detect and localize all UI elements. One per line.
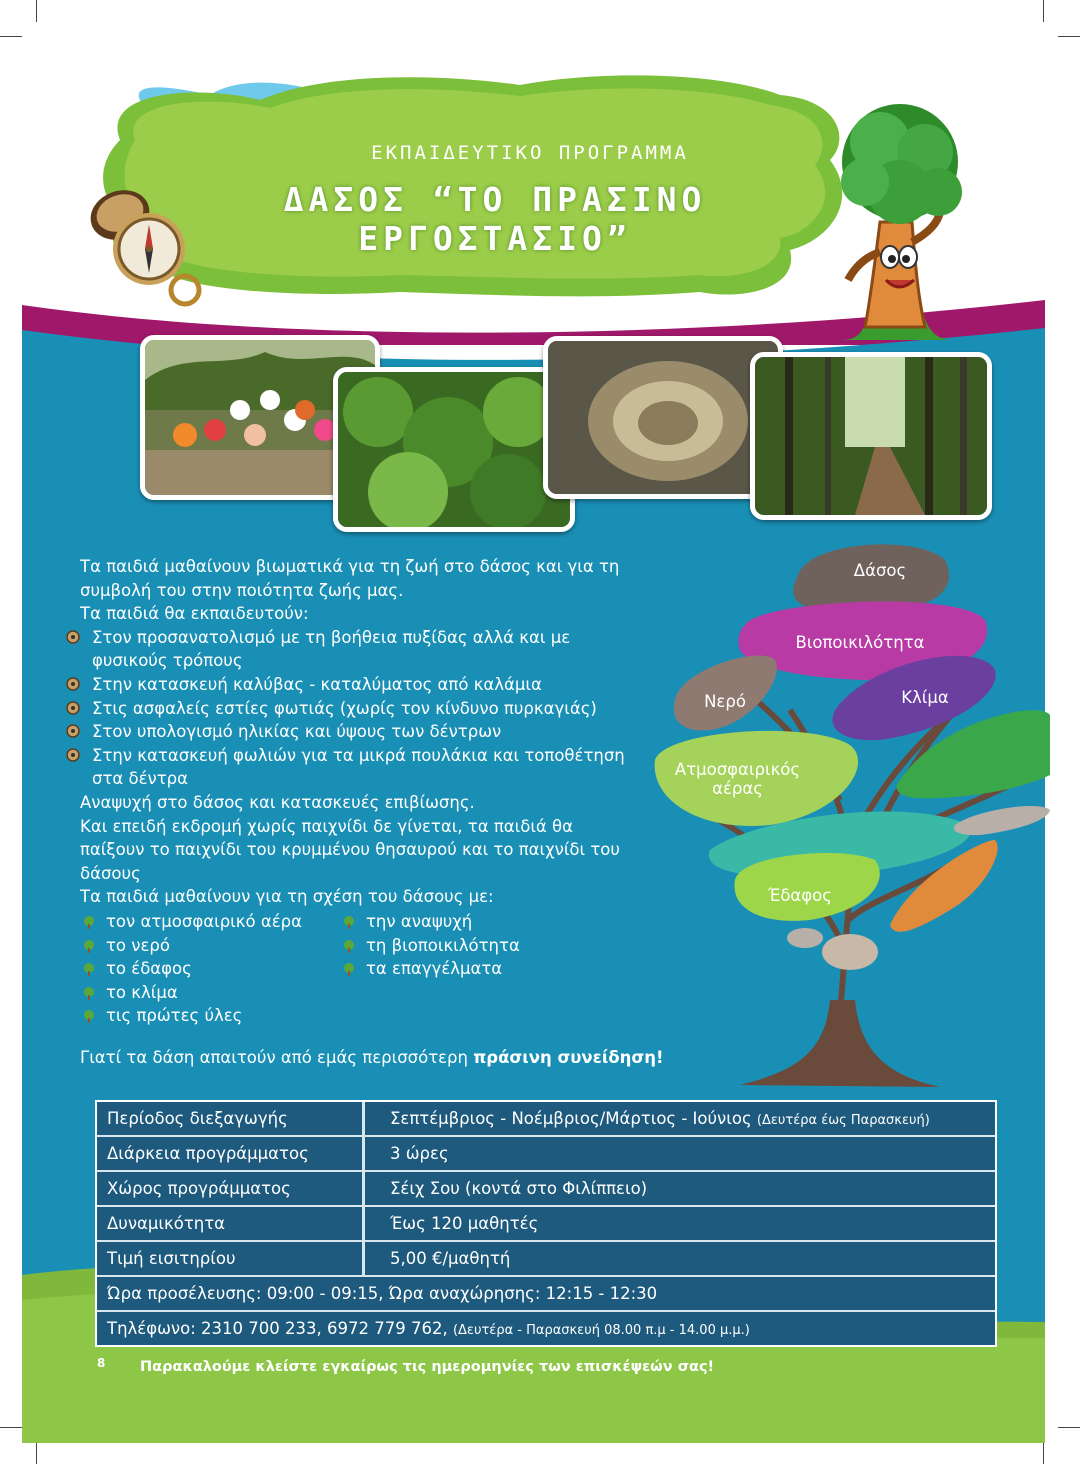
- leaf-bullet-icon: [82, 962, 96, 976]
- list-item: το κλίμα: [80, 981, 340, 1005]
- list-item: τον ατμοσφαιρικό αέρα: [80, 910, 340, 934]
- training-heading: Τα παιδιά θα εκπαιδευτούν:: [80, 604, 309, 624]
- price-value: 5,00 €/μαθητή: [390, 1249, 511, 1268]
- compass-bullet-icon: [66, 748, 80, 762]
- price-label: Τιμή εισιτηρίου: [97, 1242, 365, 1275]
- recreation-paragraph: Αναψυχή στο δάσος και κατασκευές επιβίωσης.: [80, 792, 475, 812]
- relations-heading: Τα παιδιά μαθαίνουν για τη σχέση του δάσους με:: [80, 887, 494, 907]
- closing-text: Γιατί τα δάση απαιτούν από εμάς περισσότερη: [80, 1048, 474, 1067]
- page-number: 8: [97, 1356, 106, 1370]
- leaf-bullet-icon: [342, 939, 356, 953]
- program-description: [80, 555, 640, 1028]
- list-item: τα επαγγέλματα: [340, 957, 600, 981]
- table-row: [97, 1242, 995, 1277]
- list-item-text: Στην κατασκευή φωλιών για τα μικρά πουλάκια και τοποθέτηση στα δέντρα: [92, 745, 625, 789]
- program-subtitle: ΕΚΠΑΙΔΕΥΤΙΚΟ ΠΡΟΓΡΑΜΜΑ: [371, 142, 689, 164]
- phone-note: (Δευτέρα - Παρασκευή 08.00 π.μ - 14.00 μ.μ.): [452, 1323, 750, 1338]
- period-note: (Δευτέρα έως Παρασκευή): [756, 1113, 930, 1128]
- list-item-text: Στην κατασκευή καλύβας - καταλύματος από καλάμια: [92, 674, 542, 694]
- table-row: [97, 1102, 995, 1137]
- list-item: τη βιοποικιλότητα: [340, 934, 600, 958]
- program-title: ΔΑΣΟΣ “ΤΟ ΠΡΑΣΙΝΟ ΕΡΓΟΣΤΑΣΙΟ”: [283, 180, 707, 258]
- list-item: [80, 697, 640, 721]
- table-row: [97, 1207, 995, 1242]
- closing-statement: [80, 1048, 664, 1067]
- games-paragraph: Και επειδή εκδρομή χωρίς παιχνίδι δε γίνεται, τα παιδιά θα παίξουν το παιχνίδι του κρυμμένου θησαυρού και το παιχνίδι του δάσους: [80, 816, 620, 883]
- compass-bullet-icon: [66, 630, 80, 644]
- table-row: [97, 1137, 995, 1172]
- relations-list: [80, 910, 640, 1028]
- leaf-bullet-icon: [342, 962, 356, 976]
- capacity-value: Έως 120 μαθητές: [390, 1214, 539, 1233]
- place-value: Σέιχ Σου (κοντά στο Φιλίππειο): [390, 1179, 648, 1198]
- tree-label-climate: Κλίμα: [901, 688, 949, 707]
- relations-column-right: [340, 910, 600, 1028]
- photo-forest-path: [750, 352, 992, 520]
- tree-label-air: Ατμοσφαιρικός αέρας: [674, 760, 801, 798]
- leaf-bullet-icon: [82, 986, 96, 1000]
- program-info-table: [95, 1100, 997, 1347]
- tree-label-soil: Έδαφος: [768, 886, 832, 905]
- list-item-text: Στις ασφαλείς εστίες φωτιάς (χωρίς τον κίνδυνο πυρκαγιάς): [92, 698, 597, 718]
- duration-label: Διάρκεια προγράμματος: [97, 1137, 365, 1170]
- booking-reminder: Παρακαλούμε κλείστε εγκαίρως τις ημερομηνίες των επισκέψεών σας!: [140, 1359, 715, 1375]
- duration-value: 3 ώρες: [390, 1144, 449, 1163]
- list-item-text: Στον προσανατολισμό με τη βοήθεια πυξίδας αλλά και με φυσικούς τρόπους: [92, 627, 571, 671]
- leaf-bullet-icon: [342, 915, 356, 929]
- intro-paragraph: Τα παιδιά μαθαίνουν βιωματικά για τη ζωή στο δάσος και για τη συμβολή του στην ποιότητα ζωής μας.: [80, 557, 620, 600]
- times-text: Ώρα προσέλευσης: 09:00 - 09:15, Ώρα αναχώρησης: 12:15 - 12:30: [107, 1284, 658, 1303]
- tree-mascot-icon: [820, 102, 980, 342]
- period-label: Περίοδος διεξαγωγής: [97, 1102, 365, 1135]
- table-row: [97, 1312, 995, 1345]
- compass-bullet-icon: [66, 701, 80, 715]
- list-item: το έδαφος: [80, 957, 340, 981]
- list-item: την αναψυχή: [340, 910, 600, 934]
- compass-bullet-icon: [66, 677, 80, 691]
- list-item: [80, 744, 640, 791]
- list-item: [80, 626, 640, 673]
- relations-column-left: [80, 910, 340, 1028]
- period-value: Σεπτέμβριος - Νοέμβριος/Μάρτιος - Ιούνιος (Δευτέρα έως Παρασκευή): [390, 1109, 930, 1128]
- tree-label-biodiversity: Βιοποικιλότητα: [795, 633, 925, 652]
- closing-emphasis: πράσινη συνείδηση!: [473, 1048, 664, 1067]
- compass-bullet-icon: [66, 724, 80, 738]
- list-item-text: Στον υπολογισμό ηλικίας και ύψους των δέντρων: [92, 722, 502, 742]
- list-item: τις πρώτες ύλες: [80, 1004, 340, 1028]
- list-item: [80, 673, 640, 697]
- phone-text: Τηλέφωνο: 2310 700 233, 6972 779 762, (Δευτέρα - Παρασκευή 08.00 π.μ - 14.00 μ.μ.): [107, 1319, 750, 1338]
- place-label: Χώρος προγράμματος: [97, 1172, 365, 1205]
- forest-tree-diagram: [640, 530, 1050, 1095]
- capacity-label: Δυναμικότητα: [97, 1207, 365, 1240]
- photo-bird-nest: [543, 336, 783, 499]
- list-item: [80, 720, 640, 744]
- list-item: το νερό: [80, 934, 340, 958]
- leaf-bullet-icon: [82, 1009, 96, 1023]
- tree-label-water: Νερό: [704, 692, 746, 711]
- tree-label-forest: Δάσος: [853, 561, 907, 580]
- leaf-bullet-icon: [82, 915, 96, 929]
- table-row: [97, 1172, 995, 1207]
- leaf-bullet-icon: [82, 939, 96, 953]
- photo-ivy-plants: [333, 367, 575, 532]
- table-row: [97, 1277, 995, 1312]
